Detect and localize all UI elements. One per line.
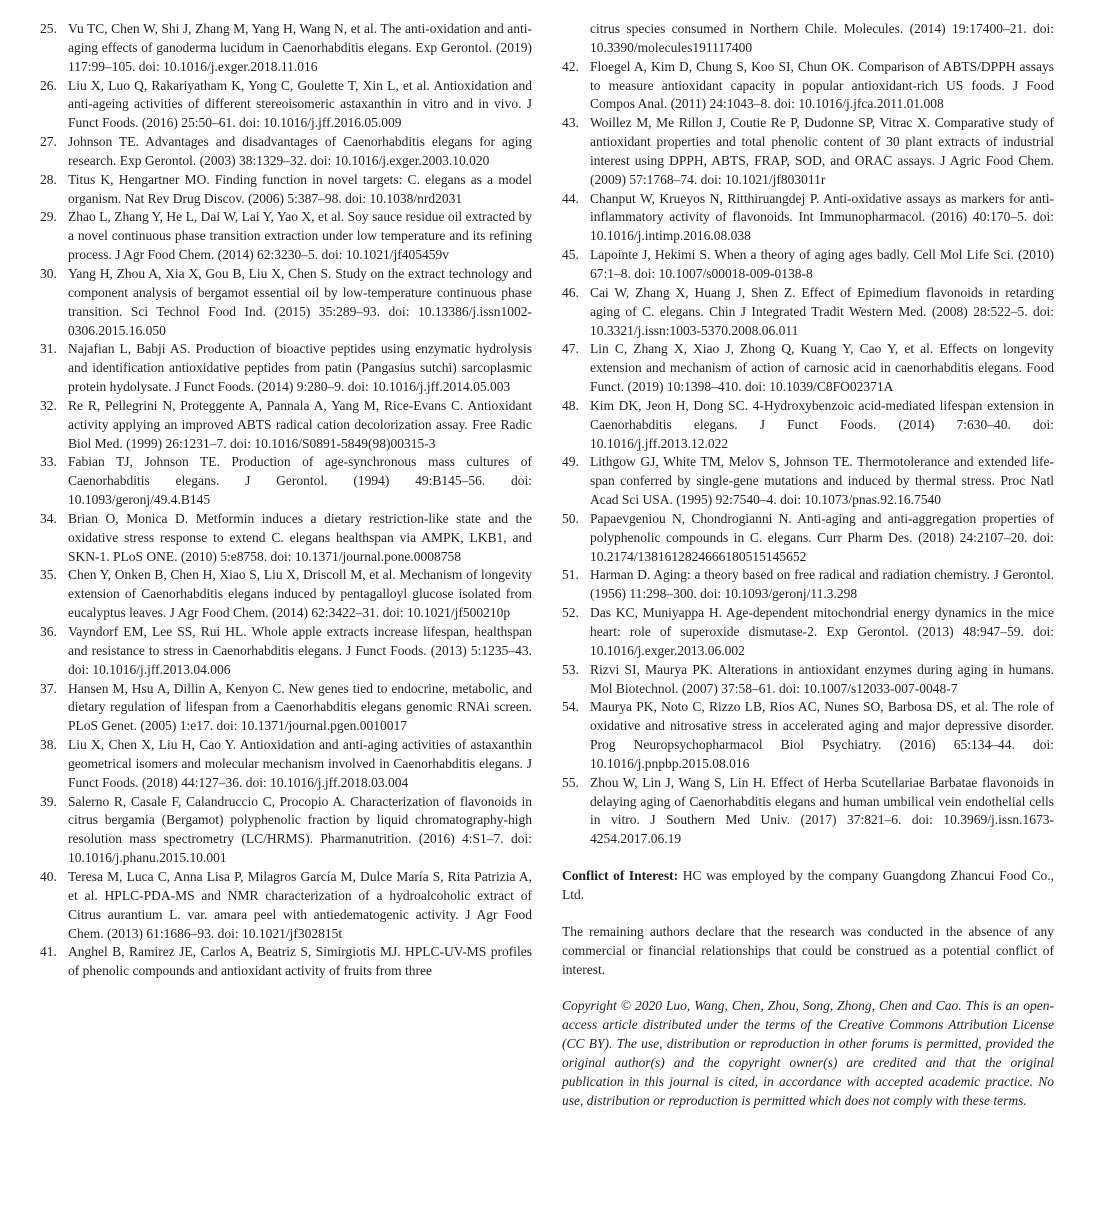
reference-number: 27. <box>40 134 57 150</box>
reference-40 <box>40 868 532 943</box>
reference-41 <box>40 943 532 981</box>
reference-31 <box>40 340 532 397</box>
reference-text: Teresa M, Luca C, Anna Lisa P, Milagros García M, Dulce María S, Rita Patrizia A, et al. HPLC-PDA-MS and NMR characterization of a hydroalcoholic extract of Citrus aurantium L. var. amara peel with antiedematogenic activity. J Agr Food Chem. (2013) 61:1686–93. doi: 10.1021/jf302815t <box>68 868 532 941</box>
reference-32 <box>40 397 532 454</box>
reference-text: Das KC, Muniyappa H. Age-dependent mitochondrial energy dynamics in the mice heart: role of superoxide dismutase-2. Exp Gerontol. (2013) 48:947–59. doi: 10.1016/j.exger.2013.06.002 <box>590 605 1054 658</box>
reference-38 <box>40 736 532 793</box>
reference-number: 49. <box>562 454 579 470</box>
reference-text: Re R, Pellegrini N, Proteggente A, Pannala A, Yang M, Rice-Evans C. Antioxidant activity applying an improved ABTS radical cation decolorization assay. Free Radic Biol Med. (1999) 26:1231–7. doi: 10.1016/S0891-5849(98)00315-3 <box>68 397 532 451</box>
reference-text: Fabian TJ, Johnson TE. Production of age-synchronous mass cultures of Caenorhabditis elegans. J Gerontol. (1994) 49:B145–56. doi: 10.1093/geronj/49.4.B145 <box>68 454 532 508</box>
reference-text: Najafian L, Babji AS. Production of bioactive peptides using enzymatic hydrolysis and identification antioxidative peptides from patin (Pangasius sutchi) sarcoplasmic protein hydolysate. J Funct Foods. (2014) 9:280–9. doi: 10.1016/j.jff.2014.05.003 <box>68 341 532 395</box>
conflict-label: Conflict of Interest: <box>562 868 679 884</box>
reference-41-continuation <box>562 20 1054 58</box>
reference-number: 29. <box>40 209 57 225</box>
reference-number: 54. <box>562 699 579 715</box>
reference-number: 50. <box>562 510 579 526</box>
reference-text: Yang H, Zhou A, Xia X, Gou B, Liu X, Chen S. Study on the extract technology and component analysis of bergamot essential oil by low-temperature continuous phase transition. Sci Technol Food Ind. (2015) 35:289–93. doi: 10.13386/j.issn1002-0306.2015.16.050 <box>68 265 532 338</box>
reference-text: Lithgow GJ, White TM, Melov S, Johnson TE. Thermotolerance and extended life-span conferred by single-gene mutations and induced by thermal stress. Proc Natl Acad Sci USA. (1995) 92:7540–4. doi: 10.1073/pnas.92.16.7540 <box>590 454 1054 508</box>
reference-text: Vayndorf EM, Lee SS, Rui HL. Whole apple extracts increase lifespan, healthspan and resistance to stress in Caenorhabditis elegans. J Funct Foods. (2013) 5:1235–43. doi: 10.1016/j.jff.2013.04.006 <box>68 624 532 677</box>
reference-number: 43. <box>562 115 579 131</box>
reference-text: Liu X, Chen X, Liu H, Cao Y. Antioxidation and anti-aging activities of astaxanthin geometrical isomers and molecular mechanism involved in Caenorhabditis elegans. J Funct Foods. (2018) 44:127–36. doi: 10.1016/j.jff.2018.03.004 <box>68 737 532 790</box>
reference-28 <box>40 171 532 209</box>
reference-text: Salerno R, Casale F, Calandruccio C, Procopio A. Characterization of flavonoids in citrus bergamia (Bergamot) polyphenolic fraction by liquid chromatography-high resolution mass spectrometry (LC/HRMS). Pharmanutrition. (2016) 4:S1–7. doi: 10.1016/j.phanu.2015.10.001 <box>68 793 532 866</box>
reference-51 <box>562 566 1054 604</box>
reference-number: 34. <box>40 510 57 526</box>
reference-number: 32. <box>40 397 57 413</box>
reference-number: 52. <box>562 605 579 621</box>
reference-text: Titus K, Hengartner MO. Finding function in novel targets: C. elegans as a model organism. Nat Rev Drug Discov. (2006) 5:387–98. doi: 10.1038/nrd2031 <box>68 171 532 206</box>
reference-text: Papaevgeniou N, Chondrogianni N. Anti-aging and anti-aggregation properties of polyphenolic compounds in C. elegans. Curr Pharm Des. (2018) 24:2107–20. doi: 10.2174/1381612824666180515145652 <box>590 510 1054 564</box>
reference-text: Kim DK, Jeon H, Dong SC. 4-Hydroxybenzoic acid-mediated lifespan extension in Caenorhabditis elegans. J Funct Foods. (2014) 7:630–40. doi: 10.1016/j.jff.2013.12.022 <box>590 397 1054 451</box>
reference-number: 46. <box>562 284 579 300</box>
left-column <box>40 20 532 981</box>
reference-text: Johnson TE. Advantages and disadvantages of Caenorhabditis elegans for aging research. Exp Gerontol. (2003) 38:1329–32. doi: 10.1016/j.exger.2003.10.020 <box>68 134 532 168</box>
reference-49 <box>562 453 1054 510</box>
copyright-text: Copyright © 2020 Luo, Wang, Chen, Zhou, Song, Zhong, Chen and Cao. This is an open-access article distributed under the terms of the Creative Commons Attribution License (CC BY). The use, distribution or reproduction in other forums is permitted, provided the original author(s) and the copyright owner(s) are credited and that the original publication in this journal is cited, in accordance with accepted academic practice. No use, distribution or reproduction is permitted which does not comply with these terms. <box>562 998 1054 1108</box>
remaining-authors-statement: The remaining authors declare that the research was conducted in the absence of any commercial or financial relationships that could be construed as a potential conflict of interest. <box>562 923 1054 977</box>
reference-number: 28. <box>40 171 57 187</box>
reference-number: 38. <box>40 737 57 753</box>
reference-43 <box>562 114 1054 189</box>
reference-26 <box>40 77 532 134</box>
reference-number: 44. <box>562 190 579 206</box>
reference-text: Vu TC, Chen W, Shi J, Zhang M, Yang H, Wang N, et al. The anti-oxidation and anti-aging effects of ganoderma lucidum in Caenorhabditis elegans. Exp Gerontol. (2019) 117:99–105. doi: 10.1016/j.exger.2018.11.016 <box>68 21 532 74</box>
reference-55 <box>562 774 1054 849</box>
reference-text: Lin C, Zhang X, Xiao J, Zhong Q, Kuang Y, Cao Y, et al. Effects on longevity extension and mechanism of action of carnosic acid in caenorhabditis elegans. Food Funct. (2019) 10:1398–410. doi: 10.1039/C8FO02371A <box>590 341 1054 395</box>
reference-text: Maurya PK, Noto C, Rizzo LB, Rios AC, Nunes SO, Barbosa DS, et al. The role of oxidative and nitrosative stress in accelerated aging and major depressive disorder. Prog Neuropsychopharmacol Biol Psychiatry. (2016) 65:134–44. doi: 10.1016/j.pnpbp.2015.08.016 <box>590 699 1054 771</box>
reference-text: Lapointe J, Hekimi S. When a theory of aging ages badly. Cell Mol Life Sci. (2010) 67:1–8. doi: 10.1007/s00018-009-0138-8 <box>590 247 1054 281</box>
reference-number: 53. <box>562 661 579 677</box>
reference-50 <box>562 510 1054 567</box>
reference-number: 47. <box>562 341 579 357</box>
reference-29 <box>40 208 532 265</box>
reference-44 <box>562 190 1054 247</box>
reference-text: Brian O, Monica D. Metformin induces a dietary restriction-like state and the oxidative stress response to extend C. elegans healthspan via AMPK, LKB1, and SKN-1. PLoS ONE. (2010) 5:e8758. doi: 10.1371/journal.pone.0008758 <box>68 510 532 564</box>
conflict-text: HC was employed by the company Guangdong Zhancui Food Co., Ltd. <box>562 868 1054 902</box>
reference-39 <box>40 793 532 868</box>
reference-text: Chen Y, Onken B, Chen H, Xiao S, Liu X, Driscoll M, et al. Mechanism of longevity extension of Caenorhabditis elegans induced by pentagalloyl glucose isolated from eucalyptus leaves. J Agr Food Chem. (2014) 62:3422–31. doi: 10.1021/jf500210p <box>68 567 532 621</box>
reference-45 <box>562 246 1054 284</box>
reference-number: 31. <box>40 341 57 357</box>
reference-number: 40. <box>40 868 57 884</box>
reference-number: 45. <box>562 247 579 263</box>
reference-number: 26. <box>40 77 57 93</box>
reference-42 <box>562 58 1054 115</box>
reference-37 <box>40 680 532 737</box>
reference-27 <box>40 133 532 171</box>
reference-47 <box>562 340 1054 397</box>
reference-text: Rizvi SI, Maurya PK. Alterations in antioxidant enzymes during aging in humans. Mol Biotechnol. (2007) 37:58–61. doi: 10.1007/s12033-007-0048-7 <box>590 661 1054 696</box>
reference-53 <box>562 661 1054 699</box>
reference-46 <box>562 284 1054 341</box>
reference-text: Liu X, Luo Q, Rakariyatham K, Yong C, Goulette T, Xin L, et al. Antioxidation and anti-ageing activities of different stereoisomeric astaxanthin in vitro and in vivo. J Funct Foods. (2016) 25:50–61. doi: 10.1016/j.jff.2016.05.009 <box>68 77 532 131</box>
reference-text: Woillez M, Me Rillon J, Coutie Re P, Dudonne SP, Vitrac X. Comparative study of antioxidant properties and total phenolic content of 30 plant extracts of industrial interest using DPPH, ABTS, FRAP, SOD, and ORAC assays. J Agric Food Chem. (2009) 57:1768–74. doi: 10.1021/jf803011r <box>590 115 1054 187</box>
reference-54 <box>562 698 1054 773</box>
reference-36 <box>40 623 532 680</box>
reference-text: Hansen M, Hsu A, Dillin A, Kenyon C. New genes tied to endocrine, metabolic, and dietary regulation of lifespan from a Caenorhabditis elegans genomic RNAi screen. PLoS Genet. (2005) 1:e17. doi: 10.1371/journal.pgen.0010017 <box>68 680 532 734</box>
reference-text: Cai W, Zhang X, Huang J, Shen Z. Effect of Epimedium flavonoids in retarding aging of C. elegans. Chin J Integrated Tradit Western Med. (2008) 28:522–5. doi: 10.3321/j.issn:1003-5370.2008.06.011 <box>590 284 1054 338</box>
reference-text: citrus species consumed in Northern Chile. Molecules. (2014) 19:17400–21. doi: 10.3390/molecules191117400 <box>590 21 1054 55</box>
reference-text: Anghel B, Ramirez JE, Carlos A, Beatriz S, Simirgiotis MJ. HPLC-UV-MS profiles of phenolic compounds and antioxidant activity of fruits from three <box>68 944 532 979</box>
reference-number: 33. <box>40 454 57 470</box>
reference-text: Harman D. Aging: a theory based on free radical and radiation chemistry. J Gerontol. (1956) 11:298–300. doi: 10.1093/geronj/11.3.298 <box>590 567 1054 602</box>
reference-number: 37. <box>40 680 57 696</box>
reference-text: Zhou W, Lin J, Wang S, Lin H. Effect of Herba Scutellariae Barbatae flavonoids in delaying aging of Caenorhabditis elegans and human umbilical vein endothelial cells in vitro. J Southern Med Univ. (2017) 37:821–6. doi: 10.3969/j.issn.1673-4254.2017.06.19 <box>590 774 1054 847</box>
right-column <box>562 20 1054 1110</box>
reference-number: 30. <box>40 265 57 281</box>
reference-number: 39. <box>40 793 57 809</box>
reference-number: 42. <box>562 58 579 74</box>
reference-number: 25. <box>40 21 57 36</box>
reference-34 <box>40 510 532 567</box>
reference-number: 36. <box>40 624 57 639</box>
reference-48 <box>562 397 1054 454</box>
reference-52 <box>562 604 1054 661</box>
reference-number: 35. <box>40 567 57 583</box>
reference-text: Floegel A, Kim D, Chung S, Koo SI, Chun OK. Comparison of ABTS/DPPH assays to measure antioxidant capacity in popular antioxidant-rich US foods. J Food Compos Anal. (2011) 24:1043–8. doi: 10.1016/j.jfca.2011.01.008 <box>590 58 1054 112</box>
reference-number: 48. <box>562 397 579 413</box>
reference-text: Zhao L, Zhang Y, He L, Dai W, Lai Y, Yao X, et al. Soy sauce residue oil extracted by a novel continuous phase transition extraction under low temperature and its refining process. J Agr Food Chem. (2014) 62:3230–5. doi: 10.1021/jf405459v <box>68 209 532 263</box>
copyright-notice <box>562 997 1054 1110</box>
conflict-of-interest <box>562 867 1054 905</box>
reference-25 <box>40 20 532 77</box>
reference-number: 41. <box>40 944 57 960</box>
reference-33 <box>40 453 532 510</box>
reference-text: Chanput W, Krueyos N, Ritthiruangdej P. Anti-oxidative assays as markers for anti-inflammatory activity of flavonoids. Int Immunopharmacol. (2016) 40:170–5. doi: 10.1016/j.intimp.2016.08.038 <box>590 190 1054 244</box>
reference-30 <box>40 265 532 340</box>
reference-number: 51. <box>562 567 579 583</box>
reference-number: 55. <box>562 774 579 790</box>
reference-35 <box>40 566 532 623</box>
